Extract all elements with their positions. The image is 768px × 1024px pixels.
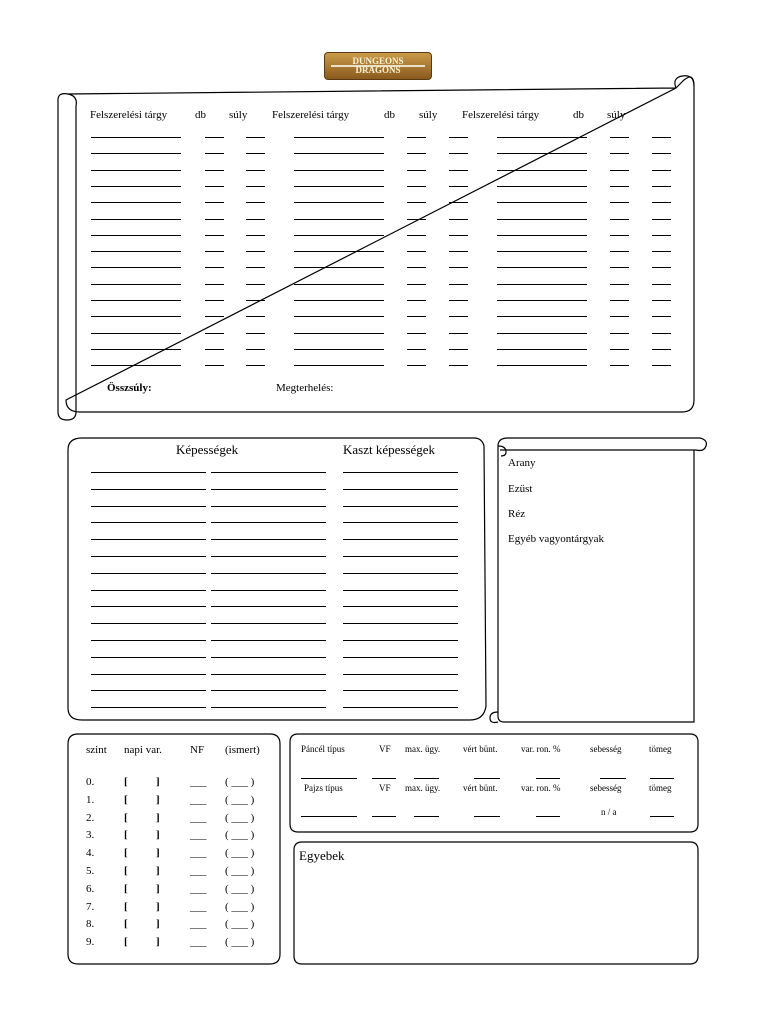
skill-field[interactable] (211, 590, 326, 591)
shield-field[interactable] (372, 816, 396, 817)
spells-per-day-open: [ (124, 918, 128, 931)
class-ability-field[interactable] (343, 472, 458, 473)
other-title: Egyebek (299, 848, 345, 863)
equipment-item-field[interactable] (91, 316, 181, 317)
equipment-count-field[interactable] (407, 267, 426, 268)
equipment-item-field[interactable] (497, 316, 587, 317)
spell-dc-field[interactable]: ___ (190, 776, 207, 788)
equipment-count-field[interactable] (610, 202, 629, 203)
equipment-count-field[interactable] (610, 137, 629, 138)
equipment-weight-field[interactable] (449, 219, 468, 220)
skill-field[interactable] (91, 707, 206, 708)
spell-level: 1. (86, 793, 95, 806)
class-ability-field[interactable] (343, 590, 458, 591)
equipment-weight-field[interactable] (246, 235, 265, 236)
equipment-count-field[interactable] (610, 170, 629, 171)
equipment-weight-field[interactable] (652, 267, 671, 268)
skill-field[interactable] (211, 472, 326, 473)
equipment-item-field[interactable] (497, 365, 587, 366)
equipment-weight-field[interactable] (652, 219, 671, 220)
equipment-count-field[interactable] (610, 365, 629, 366)
skill-field[interactable] (91, 556, 206, 557)
equipment-item-field[interactable] (497, 300, 587, 301)
armor-header: VF (379, 744, 391, 754)
equipment-item-field[interactable] (294, 186, 384, 187)
equipment-count-field[interactable] (610, 316, 629, 317)
equipment-count-field[interactable] (205, 349, 224, 350)
skill-field[interactable] (211, 623, 326, 624)
shield-field[interactable] (536, 816, 560, 817)
equipment-count-field[interactable] (610, 153, 629, 154)
equipment-item-field[interactable] (497, 267, 587, 268)
wealth-label: Ezüst (508, 483, 533, 495)
spells-per-day-open: [ (124, 829, 128, 842)
skill-field[interactable] (91, 489, 206, 490)
equipment-item-field[interactable] (294, 137, 384, 138)
equipment-count-field[interactable] (205, 153, 224, 154)
spells-per-day-close: ] (156, 829, 160, 842)
equipment-item-field[interactable] (91, 300, 181, 301)
shield-header: Pajzs típus (304, 783, 343, 793)
spell-header: (ismert) (225, 744, 260, 756)
equipment-count-field[interactable] (407, 349, 426, 350)
equipment-count-field[interactable] (205, 251, 224, 252)
equipment-weight-field[interactable] (449, 235, 468, 236)
equipment-item-field[interactable] (294, 349, 384, 350)
equipment-weight-field[interactable] (449, 251, 468, 252)
equipment-weight-field[interactable] (449, 267, 468, 268)
spell-dc-field[interactable]: ___ (190, 847, 207, 860)
equipment-item-field[interactable] (294, 170, 384, 171)
spells-known-field[interactable]: ( ___ ) (225, 829, 255, 842)
equipment-weight-field[interactable] (246, 316, 265, 317)
skill-field[interactable] (91, 623, 206, 624)
equipment-item-field[interactable] (91, 153, 181, 154)
shield-field[interactable] (650, 816, 674, 817)
equipment-weight-field[interactable] (246, 202, 265, 203)
equipment-count-field[interactable] (205, 219, 224, 220)
equipment-count-field[interactable] (407, 219, 426, 220)
skill-field[interactable] (91, 539, 206, 540)
armor-field[interactable] (650, 778, 674, 779)
equipment-item-field[interactable] (294, 153, 384, 154)
spell-dc-field[interactable]: ___ (190, 882, 207, 895)
equipment-item-header: Felszerelési tárgy (272, 109, 350, 121)
skill-field[interactable] (91, 573, 206, 574)
class-ability-field[interactable] (343, 707, 458, 708)
spells-per-day-close: ] (156, 882, 160, 895)
equipment-count-field[interactable] (610, 284, 629, 285)
equipment-item-field[interactable] (91, 137, 181, 138)
equipment-count-field[interactable] (205, 202, 224, 203)
equipment-weight-field[interactable] (652, 316, 671, 317)
equipment-count-field[interactable] (407, 137, 426, 138)
equipment-weight-field[interactable] (246, 251, 265, 252)
spell-header: szint (86, 744, 107, 756)
equipment-count-header: db (384, 109, 395, 121)
armor-header: sebesség (590, 744, 622, 754)
spells-known-field[interactable]: ( ___ ) (225, 811, 255, 824)
equipment-count-field[interactable] (407, 251, 426, 252)
skill-field[interactable] (211, 707, 326, 708)
equipment-count-field[interactable] (205, 284, 224, 285)
spell-dc-field[interactable]: ___ (190, 900, 207, 913)
shield-header: max. ügy. (405, 783, 441, 793)
shield-field[interactable] (414, 816, 439, 817)
skill-field[interactable] (211, 674, 326, 675)
dnd-logo (324, 52, 432, 80)
armor-header: var. ron. % (521, 744, 561, 754)
spell-level: 9. (86, 936, 95, 949)
class-ability-field[interactable] (343, 606, 458, 607)
equipment-count-field[interactable] (407, 300, 426, 301)
equipment-item-field[interactable] (497, 284, 587, 285)
class-ability-field[interactable] (343, 506, 458, 507)
equipment-weight-field[interactable] (449, 316, 468, 317)
spells-per-day-close: ] (156, 918, 160, 931)
equipment-count-field[interactable] (205, 365, 224, 366)
equipment-weight-field[interactable] (246, 349, 265, 350)
equipment-count-field[interactable] (205, 235, 224, 236)
equipment-weight-field[interactable] (652, 186, 671, 187)
equipment-count-field[interactable] (205, 170, 224, 171)
class-abilities-title: Kaszt képességek (343, 442, 436, 457)
spell-level: 2. (86, 811, 95, 824)
equipment-item-field[interactable] (294, 267, 384, 268)
equipment-count-field[interactable] (407, 316, 426, 317)
spells-per-day-open: [ (124, 882, 128, 895)
class-ability-field[interactable] (343, 657, 458, 658)
equipment-weight-field[interactable] (652, 349, 671, 350)
skill-field[interactable] (211, 690, 326, 691)
equipment-weight-field[interactable] (652, 153, 671, 154)
equipment-weight-field[interactable] (246, 186, 265, 187)
equipment-weight-field[interactable] (449, 284, 468, 285)
skill-field[interactable] (211, 556, 326, 557)
spell-dc-field[interactable]: ___ (190, 811, 207, 824)
equipment-weight-field[interactable] (246, 300, 265, 301)
equipment-item-field[interactable] (497, 251, 587, 252)
spells-per-day-open: [ (124, 865, 128, 877)
equipment-item-field[interactable] (91, 186, 181, 187)
equipment-item-field[interactable] (497, 153, 587, 154)
logo-text: DUNGEONS DRAGONS (352, 56, 404, 75)
equipment-item-field[interactable] (294, 219, 384, 220)
equipment-weight-field[interactable] (449, 365, 468, 366)
spells-known-field[interactable]: ( ___ ) (225, 776, 255, 788)
equipment-weight-header: súly (229, 109, 248, 121)
shield-field[interactable] (474, 816, 500, 817)
equipment-weight-field[interactable] (449, 137, 468, 138)
armor-field[interactable] (414, 778, 439, 779)
equipment-weight-field[interactable] (246, 365, 265, 366)
equipment-weight-field[interactable] (449, 349, 468, 350)
spell-level: 6. (86, 882, 95, 895)
armor-field[interactable] (474, 778, 500, 779)
skills-title: Képességek (176, 442, 239, 457)
equipment-weight-field[interactable] (652, 333, 671, 334)
equipment-weight-field[interactable] (246, 137, 265, 138)
equipment-weight-field[interactable] (449, 300, 468, 301)
equipment-count-field[interactable] (407, 284, 426, 285)
spells-known-field[interactable]: ( ___ ) (225, 900, 255, 913)
armor-field[interactable] (600, 778, 626, 779)
skill-field[interactable] (91, 522, 206, 523)
equipment-count-field[interactable] (610, 235, 629, 236)
class-ability-field[interactable] (343, 489, 458, 490)
equipment-count-field[interactable] (610, 219, 629, 220)
class-ability-field[interactable] (343, 522, 458, 523)
spells-per-day-close: ] (156, 900, 160, 913)
spells-per-day-open: [ (124, 811, 128, 824)
skill-field[interactable] (91, 657, 206, 658)
equipment-count-field[interactable] (610, 251, 629, 252)
equipment-item-field[interactable] (91, 284, 181, 285)
shield-header: var. ron. % (521, 783, 561, 793)
spell-level: 7. (86, 900, 95, 913)
armor-field[interactable] (372, 778, 396, 779)
skill-field[interactable] (91, 472, 206, 473)
spells-per-day-open: [ (124, 900, 128, 913)
armor-header: tömeg (649, 744, 672, 754)
class-ability-field[interactable] (343, 674, 458, 675)
class-ability-field[interactable] (343, 556, 458, 557)
equipment-count-field[interactable] (610, 186, 629, 187)
equipment-item-field[interactable] (294, 365, 384, 366)
equipment-item-field[interactable] (294, 333, 384, 334)
equipment-item-field[interactable] (91, 219, 181, 220)
equipment-count-field[interactable] (205, 300, 224, 301)
equipment-count-field[interactable] (205, 267, 224, 268)
skill-field[interactable] (91, 674, 206, 675)
shield-header: sebesség (590, 783, 622, 793)
equipment-item-field[interactable] (91, 235, 181, 236)
spell-level: 0. (86, 776, 95, 788)
shield-field[interactable] (301, 816, 357, 817)
armor-field[interactable] (301, 778, 357, 779)
spells-known-field[interactable]: ( ___ ) (225, 882, 255, 895)
equipment-count-field[interactable] (205, 333, 224, 334)
spells-per-day-close: ] (156, 865, 160, 877)
equipment-weight-field[interactable] (449, 170, 468, 171)
spells-known-field[interactable]: ( ___ ) (225, 847, 255, 860)
spell-dc-field[interactable]: ___ (190, 918, 207, 931)
equipment-weight-field[interactable] (246, 219, 265, 220)
equipment-weight-field[interactable] (449, 333, 468, 334)
spells-known-field[interactable]: ( ___ ) (225, 793, 255, 806)
equipment-item-field[interactable] (294, 235, 384, 236)
equipment-weight-field[interactable] (652, 300, 671, 301)
spell-header: napi var. (124, 744, 162, 756)
equipment-weight-field[interactable] (652, 365, 671, 366)
armor-header: vért bünt. (463, 744, 498, 754)
equipment-item-field[interactable] (91, 251, 181, 252)
equipment-item-field[interactable] (497, 137, 587, 138)
equipment-weight-field[interactable] (246, 170, 265, 171)
equipment-weight-field[interactable] (449, 186, 468, 187)
equipment-item-field[interactable] (497, 202, 587, 203)
equipment-item-field[interactable] (294, 300, 384, 301)
spell-level: 3. (86, 829, 95, 842)
spells-per-day-close: ] (156, 847, 160, 860)
skill-field[interactable] (211, 506, 326, 507)
equipment-item-field[interactable] (294, 202, 384, 203)
class-ability-field[interactable] (343, 573, 458, 574)
equipment-weight-header: súly (607, 109, 626, 121)
equipment-count-field[interactable] (407, 186, 426, 187)
class-ability-field[interactable] (343, 623, 458, 624)
class-ability-field[interactable] (343, 690, 458, 691)
encumbrance-label: Megterhelés: (276, 382, 334, 394)
spell-dc-field[interactable]: ___ (190, 829, 207, 842)
wealth-label: Arany (508, 457, 536, 469)
spells-known-field[interactable]: ( ___ ) (225, 936, 255, 949)
spell-header: NF (190, 744, 205, 756)
skill-field[interactable] (91, 606, 206, 607)
spell-dc-field[interactable]: ___ (190, 865, 207, 877)
equipment-weight-field[interactable] (652, 170, 671, 171)
armor-field[interactable] (536, 778, 560, 779)
skill-field[interactable] (211, 522, 326, 523)
equipment-weight-field[interactable] (449, 153, 468, 154)
spell-level: 5. (86, 865, 95, 877)
equipment-count-field[interactable] (407, 235, 426, 236)
spells-per-day-open: [ (124, 793, 128, 806)
equipment-item-field[interactable] (497, 349, 587, 350)
equipment-count-field[interactable] (205, 316, 224, 317)
equipment-weight-header: súly (419, 109, 438, 121)
equipment-item-field[interactable] (497, 186, 587, 187)
armor-header: Páncél típus (301, 744, 345, 754)
shield-header: tömeg (649, 783, 672, 793)
spells-per-day-open: [ (124, 936, 128, 949)
spell-level: 4. (86, 847, 95, 860)
spells-known-field[interactable]: ( ___ ) (225, 865, 255, 877)
equipment-count-field[interactable] (407, 153, 426, 154)
equipment-weight-field[interactable] (449, 202, 468, 203)
skill-field[interactable] (91, 690, 206, 691)
equipment-weight-field[interactable] (246, 153, 265, 154)
spells-per-day-open: [ (124, 776, 128, 788)
equipment-count-field[interactable] (205, 137, 224, 138)
skill-field[interactable] (211, 657, 326, 658)
equipment-item-header: Felszerelési tárgy (90, 109, 168, 121)
equipment-count-field[interactable] (407, 365, 426, 366)
armor-header: max. ügy. (405, 744, 441, 754)
equipment-item-field[interactable] (294, 316, 384, 317)
equipment-item-field[interactable] (294, 251, 384, 252)
wealth-label: Réz (508, 508, 526, 520)
equipment-weight-field[interactable] (246, 284, 265, 285)
shield-header: VF (379, 783, 391, 793)
equipment-weight-field[interactable] (652, 284, 671, 285)
skill-field[interactable] (91, 506, 206, 507)
equipment-item-header: Felszerelési tárgy (462, 109, 540, 121)
equipment-count-field[interactable] (407, 202, 426, 203)
equipment-count-field[interactable] (205, 186, 224, 187)
equipment-weight-field[interactable] (246, 267, 265, 268)
equipment-count-field[interactable] (610, 267, 629, 268)
shield-speed: n / a (601, 807, 617, 817)
equipment-item-field[interactable] (497, 219, 587, 220)
spells-per-day-close: ] (156, 793, 160, 806)
equipment-item-field[interactable] (91, 349, 181, 350)
spells-per-day-close: ] (156, 936, 160, 949)
equipment-weight-field[interactable] (652, 235, 671, 236)
spell-dc-field[interactable]: ___ (190, 793, 207, 806)
wealth-label: Egyéb vagyontárgyak (508, 533, 605, 545)
skill-field[interactable] (211, 640, 326, 641)
skill-field[interactable] (211, 539, 326, 540)
equipment-item-field[interactable] (91, 333, 181, 334)
equipment-count-header: db (195, 109, 206, 121)
equipment-item-field[interactable] (497, 170, 587, 171)
skill-field[interactable] (211, 573, 326, 574)
equipment-item-field[interactable] (91, 202, 181, 203)
equipment-count-field[interactable] (610, 333, 629, 334)
class-ability-field[interactable] (343, 539, 458, 540)
equipment-item-field[interactable] (91, 267, 181, 268)
equipment-item-field[interactable] (91, 170, 181, 171)
class-ability-field[interactable] (343, 640, 458, 641)
spells-per-day-open: [ (124, 847, 128, 860)
equipment-weight-field[interactable] (652, 137, 671, 138)
equipment-count-field[interactable] (407, 333, 426, 334)
shield-header: vért bünt. (463, 783, 498, 793)
spells-per-day-close: ] (156, 776, 160, 788)
equipment-weight-field[interactable] (652, 251, 671, 252)
spells-known-field[interactable]: ( ___ ) (225, 918, 255, 931)
equipment-weight-field[interactable] (652, 202, 671, 203)
equipment-item-field[interactable] (497, 235, 587, 236)
skill-field[interactable] (211, 489, 326, 490)
equipment-count-field[interactable] (610, 349, 629, 350)
total-weight-label: Összsúly: (107, 382, 152, 394)
spells-per-day-close: ] (156, 811, 160, 824)
spell-dc-field[interactable]: ___ (190, 936, 207, 949)
equipment-weight-field[interactable] (246, 333, 265, 334)
equipment-count-field[interactable] (610, 300, 629, 301)
equipment-count-field[interactable] (407, 170, 426, 171)
skill-field[interactable] (91, 590, 206, 591)
equipment-item-field[interactable] (294, 284, 384, 285)
skill-field[interactable] (211, 606, 326, 607)
equipment-count-header: db (573, 109, 584, 121)
equipment-item-field[interactable] (91, 365, 181, 366)
equipment-item-field[interactable] (497, 333, 587, 334)
spell-level: 8. (86, 918, 95, 931)
skill-field[interactable] (91, 640, 206, 641)
